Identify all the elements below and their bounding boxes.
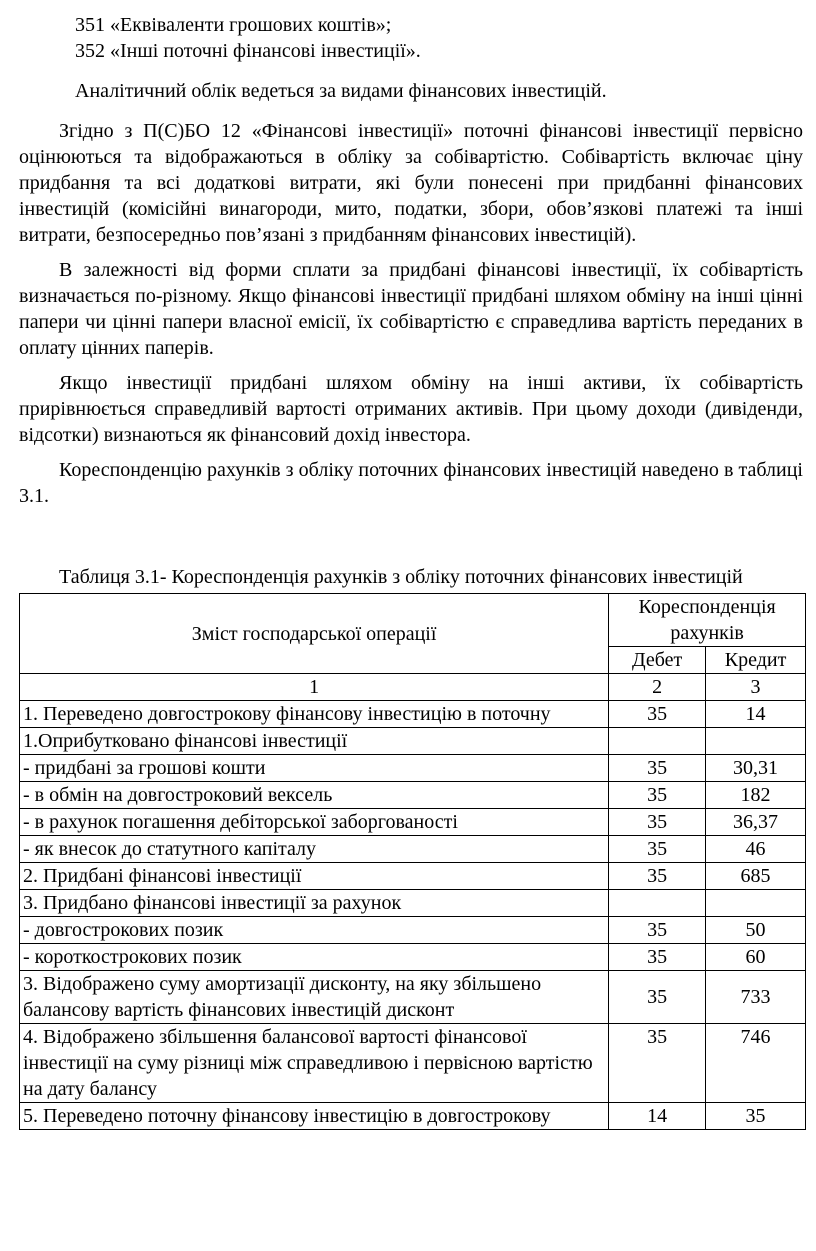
operation-cell: 2. Придбані фінансові інвестиції [20,863,609,890]
operation-cell: - як внесок до статутного капіталу [20,836,609,863]
paragraph-cost-definition: Згідно з П(С)БО 12 «Фінансові інвестиції» поточні фінансові інвестиції первісно оцінюються та відображаються в обліку за собівартістю. Собівартість включає ціну придбання та всі додаткові витрати, які були понесені при придбанні фінансових інвестицій (комісійні винагороди, мито, податки, збори, обов’язкові платежі та інші витрати, безпосередньо пов’язані з придбанням фінансових інвестицій). [19,120,803,246]
intro-line-351: 351 «Еквіваленти грошових коштів»; [75,14,392,36]
debit-cell: 35 [609,971,706,1024]
credit-cell: 35 [706,1103,806,1130]
header-credit: Кредит [706,647,806,674]
table-row [20,863,806,890]
table-row [20,701,806,728]
credit-cell: 733 [706,971,806,1024]
operation-cell: - короткострокових позик [20,944,609,971]
operation-cell: - довгострокових позик [20,917,609,944]
table-row [20,1024,806,1103]
credit-cell [706,728,806,755]
debit-cell: 35 [609,1024,706,1103]
credit-cell: 182 [706,782,806,809]
debit-cell: 35 [609,755,706,782]
paragraph-table-reference: Кореспонденцію рахунків з обліку поточних фінансових інвестицій наведено в таблиці 3.1. [19,459,803,507]
credit-cell: 14 [706,701,806,728]
document-page [19,12,803,1130]
operation-cell: 4. Відображено збільшення балансової вартості фінансової інвестиції на суму різниці між справедливою і первісною вартістю на дату балансу [20,1024,609,1103]
credit-cell: 30,31 [706,755,806,782]
operation-cell: 1. Переведено довгострокову фінансову інвестицію в поточну [20,701,609,728]
table-row [20,755,806,782]
credit-cell: 46 [706,836,806,863]
table-row [20,836,806,863]
table-row [20,944,806,971]
debit-cell: 35 [609,863,706,890]
analytic-note: Аналітичний облік ведеться за видами фінансових інвестицій. [75,80,607,102]
operation-cell: 3. Придбано фінансові інвестиції за рахунок [20,890,609,917]
debit-cell: 35 [609,836,706,863]
debit-cell: 35 [609,701,706,728]
correspondence-table [19,593,806,1130]
header-operation: Зміст господарської операції [20,594,609,674]
column-number-2: 2 [609,674,706,701]
column-number-3: 3 [706,674,806,701]
header-debit: Дебет [609,647,706,674]
credit-cell: 50 [706,917,806,944]
table-row [20,809,806,836]
debit-cell: 14 [609,1103,706,1130]
paragraph-payment-form: В залежності від форми сплати за придбані фінансові інвестиції, їх собівартість визначається по-різному. Якщо фінансові інвестиції придбані шляхом обміну на інші цінні папери чи цінні папери власної емісії, їх собівартістю є справедлива вартість переданих в оплату цінних паперів. [19,259,803,359]
operation-cell: 5. Переведено поточну фінансову інвестицію в довгострокову [20,1103,609,1130]
operation-cell: - в обмін на довгостроковий вексель [20,782,609,809]
debit-cell: 35 [609,944,706,971]
debit-cell [609,890,706,917]
operation-cell: - придбані за грошові кошти [20,755,609,782]
table-caption: Таблиця 3.1- Кореспонденція рахунків з обліку поточних фінансових інвестицій [59,566,743,588]
operation-cell: - в рахунок погашення дебіторської заборгованості [20,809,609,836]
debit-cell [609,728,706,755]
paragraph-exchange-assets: Якщо інвестиції придбані шляхом обміну на інші активи, їх собівартість прирівнюється справедливій вартості отриманих активів. При цьому доходи (дивіденди, відсотки) визнаються як фінансовий дохід інвестора. [19,372,803,446]
intro-line-352: 352 «Інші поточні фінансові інвестиції». [75,40,421,62]
credit-cell: 60 [706,944,806,971]
table-row [20,917,806,944]
debit-cell: 35 [609,782,706,809]
debit-cell: 35 [609,809,706,836]
credit-cell [706,890,806,917]
column-number-1: 1 [20,674,609,701]
credit-cell: 746 [706,1024,806,1103]
header-correspondence: Кореспонденція рахунків [609,594,806,647]
table-body [20,701,806,1130]
credit-cell: 685 [706,863,806,890]
operation-cell: 1.Оприбутковано фінансові інвестиції [20,728,609,755]
table-row [20,971,806,1024]
credit-cell: 36,37 [706,809,806,836]
table-row [20,782,806,809]
table-row [20,890,806,917]
table-row [20,728,806,755]
table-row [20,1103,806,1130]
debit-cell: 35 [609,917,706,944]
operation-cell: 3. Відображено суму амортизації дисконту, на яку збільшено балансову вартість фінансових інвестицій дисконт [20,971,609,1024]
